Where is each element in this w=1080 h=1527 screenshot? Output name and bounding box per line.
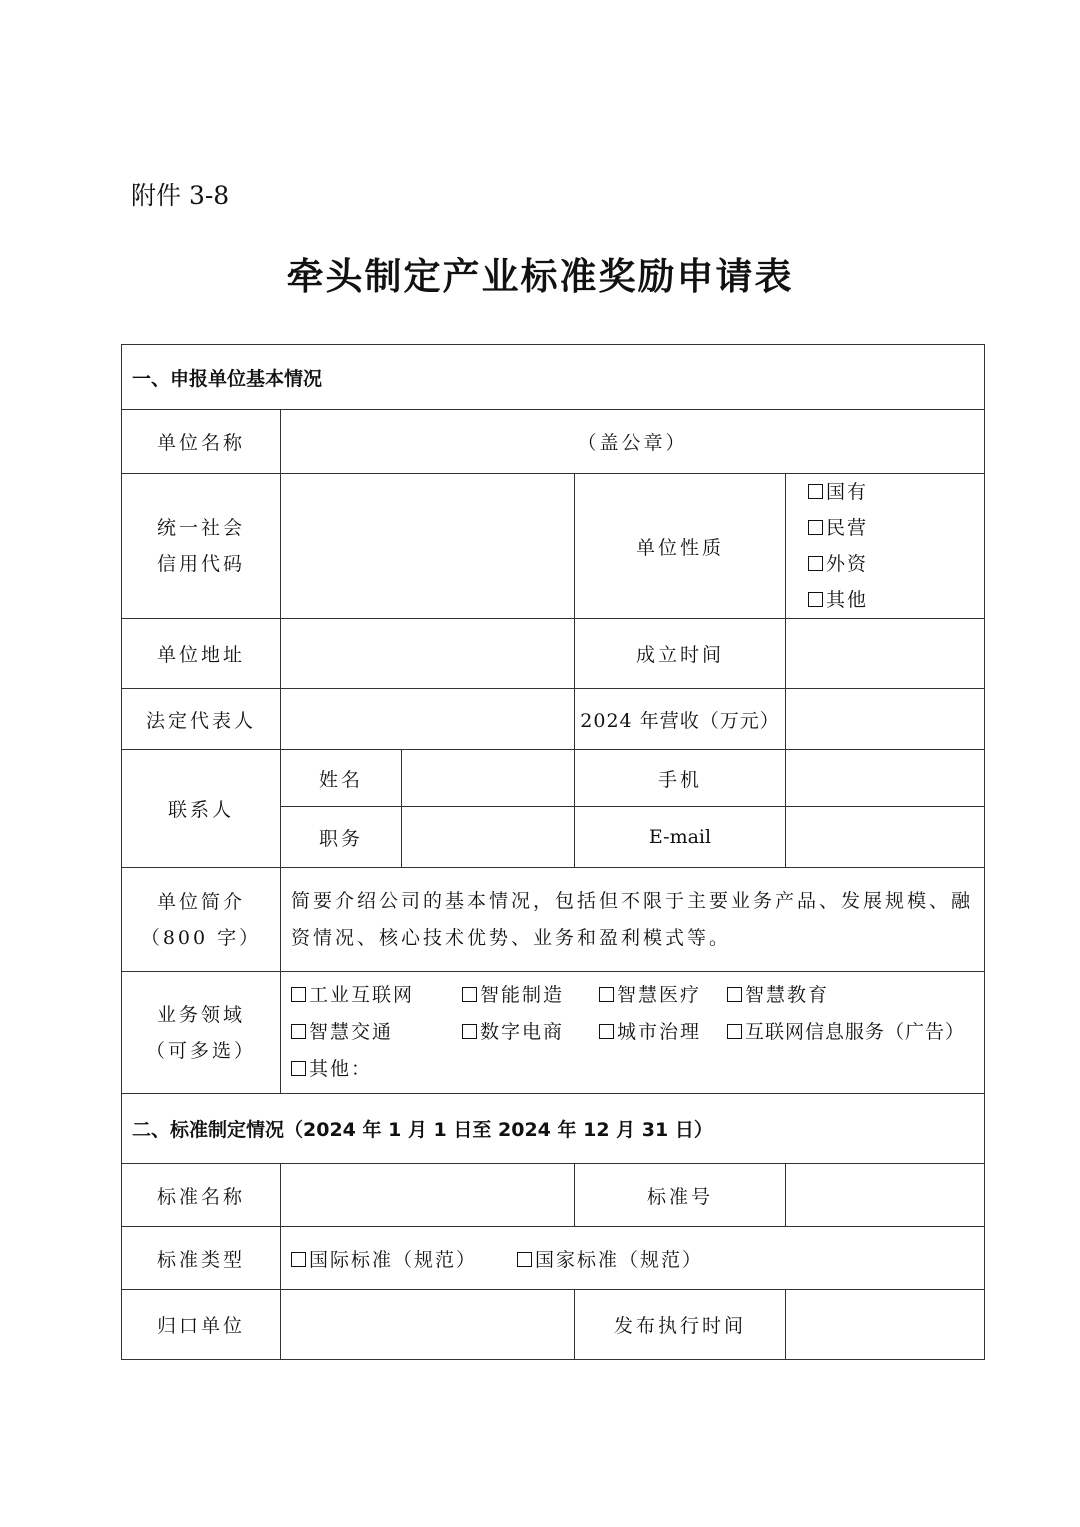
- unit-name-label: 单位名称: [122, 410, 281, 474]
- address-label: 单位地址: [122, 619, 281, 689]
- contact-title-field[interactable]: [402, 807, 575, 868]
- std-name-label: 标准名称: [122, 1164, 281, 1227]
- checkbox-icon[interactable]: [599, 987, 614, 1002]
- page-title: 牵头制定产业标准奖励申请表: [286, 255, 794, 298]
- legal-rep-label: 法定代表人: [122, 689, 281, 750]
- std-type-label: 标准类型: [122, 1227, 281, 1290]
- checkbox-icon[interactable]: [599, 1024, 614, 1039]
- checkbox-icon[interactable]: [727, 987, 742, 1002]
- legal-rep-field[interactable]: [281, 689, 575, 750]
- unit-name-field[interactable]: [281, 410, 985, 474]
- std-type-options: [281, 1227, 985, 1290]
- credit-code-label-line1: 统一社会: [156, 517, 245, 539]
- release-field[interactable]: [786, 1290, 985, 1360]
- field-option-smart-transport[interactable]: 智慧交通: [291, 1014, 462, 1051]
- business-field-label-line1: 业务领域: [156, 1003, 245, 1026]
- nature-label: 单位性质: [575, 474, 786, 619]
- address-field[interactable]: [281, 619, 575, 689]
- business-field-label: [122, 972, 281, 1094]
- intro-label-line2: （800 字）: [140, 926, 262, 949]
- contact-name-field[interactable]: [402, 750, 575, 807]
- nature-options: [786, 474, 985, 619]
- nature-option-private[interactable]: 民营: [808, 510, 902, 546]
- std-type-option-international[interactable]: 国际标准（规范）: [291, 1245, 517, 1272]
- checkbox-icon[interactable]: [517, 1252, 532, 1267]
- checkbox-icon[interactable]: [462, 1024, 477, 1039]
- field-option-smart-education[interactable]: 智慧教育: [727, 977, 829, 1014]
- checkbox-icon[interactable]: [462, 987, 477, 1002]
- founded-field[interactable]: [786, 619, 985, 689]
- attachment-number: 附件 3-8: [131, 181, 230, 210]
- field-option-other[interactable]: 其他：: [291, 1051, 372, 1088]
- intro-field[interactable]: 简要介绍公司的基本情况，包括但不限于主要业务产品、发展规模、融资情况、核心技术优势、业务和盈利模式等。: [281, 868, 985, 972]
- email-label: E-mail: [575, 807, 786, 868]
- business-field-label-line2: （可多选）: [145, 1039, 256, 1062]
- checkbox-icon[interactable]: [291, 1024, 306, 1039]
- checkbox-icon[interactable]: [808, 520, 823, 535]
- std-type-option-national[interactable]: 国家标准（规范）: [517, 1245, 703, 1272]
- credit-code-label-line2: 信用代码: [156, 553, 245, 575]
- nature-option-foreign[interactable]: 外资: [808, 546, 902, 582]
- contact-label: 联系人: [122, 750, 281, 868]
- field-option-city-governance[interactable]: 城市治理: [599, 1014, 727, 1051]
- credit-code-label: [122, 474, 281, 619]
- checkbox-icon[interactable]: [727, 1024, 742, 1039]
- credit-code-field[interactable]: [281, 474, 575, 619]
- checkbox-icon[interactable]: [808, 592, 823, 607]
- checkbox-icon[interactable]: [291, 987, 306, 1002]
- std-no-label: 标准号: [575, 1164, 786, 1227]
- business-field-options: [281, 972, 985, 1094]
- release-label: 发布执行时间: [575, 1290, 786, 1360]
- contact-title-label: 职务: [281, 807, 402, 868]
- field-option-industrial-internet[interactable]: 工业互联网: [291, 977, 462, 1014]
- contact-name-label: 姓名: [281, 750, 402, 807]
- section1-heading: 一、申报单位基本情况: [122, 345, 985, 410]
- std-name-field[interactable]: [281, 1164, 575, 1227]
- nature-option-other[interactable]: 其他: [808, 582, 902, 618]
- phone-field[interactable]: [786, 750, 985, 807]
- revenue-field[interactable]: [786, 689, 985, 750]
- revenue-label: 2024 年营收（万元）: [575, 689, 786, 750]
- application-form: [121, 344, 985, 1360]
- phone-label: 手机: [575, 750, 786, 807]
- checkbox-icon[interactable]: [291, 1061, 306, 1076]
- nature-option-state[interactable]: 国有: [808, 474, 902, 510]
- field-option-smart-manufacturing[interactable]: 智能制造: [462, 977, 599, 1014]
- field-option-internet-info-service[interactable]: 互联网信息服务（广告）: [727, 1014, 965, 1051]
- owner-label: 归口单位: [122, 1290, 281, 1360]
- checkbox-icon[interactable]: [808, 556, 823, 571]
- std-no-field[interactable]: [786, 1164, 985, 1227]
- field-option-digital-ecommerce[interactable]: 数字电商: [462, 1014, 599, 1051]
- checkbox-icon[interactable]: [808, 484, 823, 499]
- seal-note: （盖公章）: [577, 432, 688, 454]
- founded-label: 成立时间: [575, 619, 786, 689]
- intro-label: [122, 868, 281, 972]
- checkbox-icon[interactable]: [291, 1252, 306, 1267]
- email-field[interactable]: [786, 807, 985, 868]
- owner-field[interactable]: [281, 1290, 575, 1360]
- intro-label-line1: 单位简介: [156, 890, 245, 913]
- field-option-smart-healthcare[interactable]: 智慧医疗: [599, 977, 727, 1014]
- section2-heading: 二、标准制定情况（2024 年 1 月 1 日至 2024 年 12 月 31 日）: [122, 1094, 985, 1164]
